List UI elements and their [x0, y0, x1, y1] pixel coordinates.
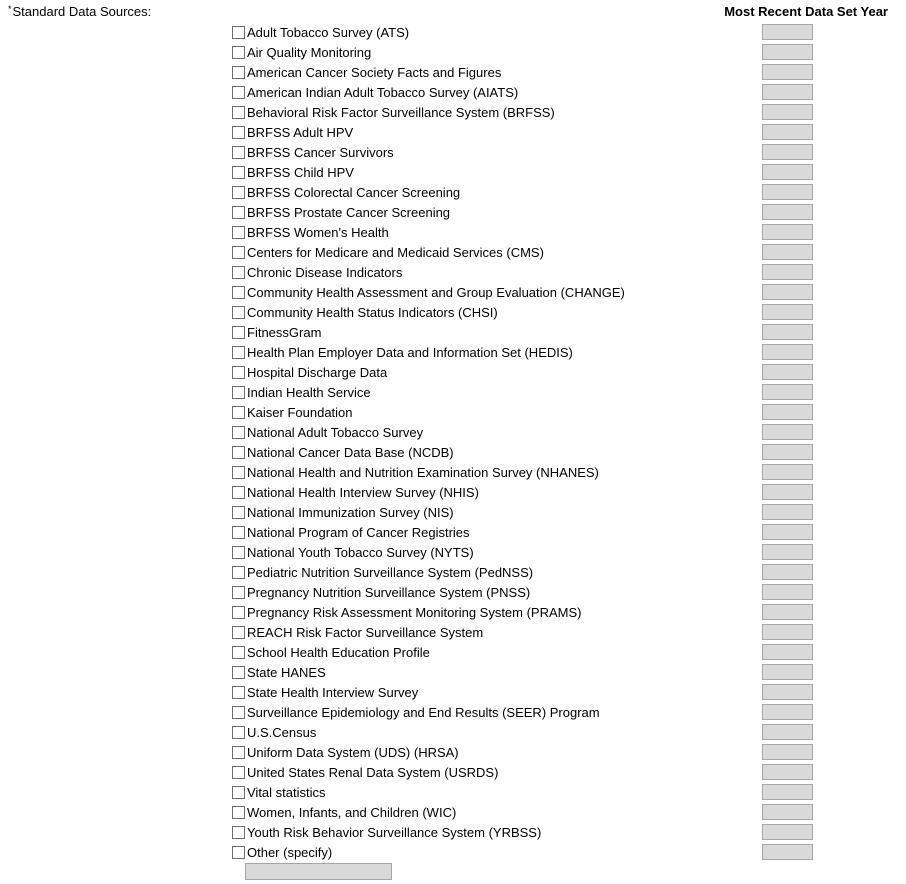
data-source-row [0, 22, 906, 42]
data-source-row [0, 682, 906, 702]
data-source-row [0, 522, 906, 542]
standard-data-sources-label-text: Standard Data Sources: [12, 4, 152, 19]
data-source-label: Vital statistics [247, 784, 326, 800]
year-input[interactable] [762, 544, 813, 560]
data-source-checkbox[interactable] [232, 786, 245, 799]
year-input[interactable] [762, 464, 813, 480]
data-source-row [0, 402, 906, 422]
data-source-checkbox[interactable] [232, 746, 245, 759]
data-source-checkbox[interactable] [232, 186, 245, 199]
year-input[interactable] [762, 384, 813, 400]
data-source-checkbox[interactable] [232, 386, 245, 399]
data-source-checkbox[interactable] [232, 646, 245, 659]
data-source-row [0, 342, 906, 362]
year-input[interactable] [762, 144, 813, 160]
data-source-label: National Program of Cancer Registries [247, 524, 470, 540]
data-source-row [0, 362, 906, 382]
year-input[interactable] [762, 444, 813, 460]
year-input[interactable] [762, 224, 813, 240]
data-source-row [0, 742, 906, 762]
data-source-label: National Youth Tobacco Survey (NYTS) [247, 544, 474, 560]
data-source-label: Health Plan Employer Data and Information Set (HEDIS) [247, 344, 573, 360]
data-source-row [0, 782, 906, 802]
most-recent-data-set-year-header: Most Recent Data Set Year [724, 4, 888, 19]
data-source-checkbox[interactable] [232, 306, 245, 319]
year-input[interactable] [762, 64, 813, 80]
data-source-checkbox[interactable] [232, 106, 245, 119]
data-source-checkbox[interactable] [232, 166, 245, 179]
data-source-label: Other (specify) [247, 844, 333, 860]
data-source-label: BRFSS Prostate Cancer Screening [247, 204, 451, 220]
data-source-checkbox[interactable] [232, 126, 245, 139]
year-input[interactable] [762, 364, 813, 380]
year-input[interactable] [762, 244, 813, 260]
data-source-row [0, 302, 906, 322]
data-source-label: National Health Interview Survey (NHIS) [247, 484, 479, 500]
year-input[interactable] [762, 184, 813, 200]
year-input[interactable] [762, 424, 813, 440]
data-source-row [0, 102, 906, 122]
year-input[interactable] [762, 844, 813, 860]
year-input[interactable] [762, 604, 813, 620]
data-source-row [0, 762, 906, 782]
year-input[interactable] [762, 484, 813, 500]
data-source-checkbox[interactable] [232, 566, 245, 579]
data-source-list [0, 22, 906, 862]
data-source-label: National Immunization Survey (NIS) [247, 504, 454, 520]
year-input[interactable] [762, 664, 813, 680]
data-source-label: Centers for Medicare and Medicaid Services (CMS) [247, 244, 544, 260]
data-source-checkbox[interactable] [232, 806, 245, 819]
data-source-row [0, 262, 906, 282]
data-source-checkbox[interactable] [232, 406, 245, 419]
year-input[interactable] [762, 204, 813, 220]
year-input[interactable] [762, 584, 813, 600]
data-source-label: American Cancer Society Facts and Figures [247, 64, 502, 80]
data-source-row [0, 282, 906, 302]
data-source-label: National Adult Tobacco Survey [247, 424, 424, 440]
data-source-label: United States Renal Data System (USRDS) [247, 764, 499, 780]
data-source-row [0, 702, 906, 722]
other-specify-row [0, 863, 906, 883]
data-source-checkbox[interactable] [232, 506, 245, 519]
data-source-row [0, 162, 906, 182]
year-input[interactable] [762, 724, 813, 740]
year-input[interactable] [762, 744, 813, 760]
data-source-label: BRFSS Child HPV [247, 164, 354, 180]
year-input[interactable] [762, 264, 813, 280]
data-source-row [0, 382, 906, 402]
data-source-row [0, 802, 906, 822]
data-source-label: Pregnancy Risk Assessment Monitoring System (PRAMS) [247, 604, 582, 620]
data-source-row [0, 602, 906, 622]
data-source-row [0, 42, 906, 62]
data-source-label: Kaiser Foundation [247, 404, 353, 420]
data-source-row [0, 642, 906, 662]
year-input[interactable] [762, 564, 813, 580]
data-source-checkbox[interactable] [232, 426, 245, 439]
other-specify-input[interactable] [245, 863, 392, 880]
data-source-row [0, 662, 906, 682]
data-source-label: Air Quality Monitoring [247, 44, 372, 60]
data-source-row [0, 322, 906, 342]
data-source-label: FitnessGram [247, 324, 322, 340]
data-source-row [0, 122, 906, 142]
data-source-checkbox[interactable] [232, 606, 245, 619]
data-source-row [0, 822, 906, 842]
year-input[interactable] [762, 44, 813, 60]
data-source-row [0, 442, 906, 462]
data-source-checkbox[interactable] [232, 846, 245, 859]
year-input[interactable] [762, 84, 813, 100]
data-source-checkbox[interactable] [232, 626, 245, 639]
data-source-label: State Health Interview Survey [247, 684, 419, 700]
data-source-label: Youth Risk Behavior Surveillance System (YRBSS) [247, 824, 542, 840]
data-source-label: Surveillance Epidemiology and End Results (SEER) Program [247, 704, 600, 720]
year-input[interactable] [762, 504, 813, 520]
year-input[interactable] [762, 304, 813, 320]
data-source-label: Pediatric Nutrition Surveillance System (PedNSS) [247, 564, 534, 580]
year-input[interactable] [762, 784, 813, 800]
data-source-label: National Health and Nutrition Examination Survey (NHANES) [247, 464, 599, 480]
data-source-label: REACH Risk Factor Surveillance System [247, 624, 484, 640]
data-source-checkbox[interactable] [232, 206, 245, 219]
data-source-label: Community Health Status Indicators (CHSI) [247, 304, 498, 320]
data-source-row [0, 542, 906, 562]
data-source-label: American Indian Adult Tobacco Survey (AIATS) [247, 84, 519, 100]
data-source-label: National Cancer Data Base (NCDB) [247, 444, 454, 460]
data-source-checkbox[interactable] [232, 346, 245, 359]
year-input[interactable] [762, 684, 813, 700]
data-source-checkbox[interactable] [232, 266, 245, 279]
data-source-row [0, 62, 906, 82]
data-source-checkbox[interactable] [232, 146, 245, 159]
data-source-label: Indian Health Service [247, 384, 371, 400]
data-source-checkbox[interactable] [232, 706, 245, 719]
data-source-row [0, 462, 906, 482]
year-input[interactable] [762, 804, 813, 820]
data-source-label: Hospital Discharge Data [247, 364, 388, 380]
data-source-checkbox[interactable] [232, 466, 245, 479]
data-source-row [0, 502, 906, 522]
data-source-checkbox[interactable] [232, 586, 245, 599]
data-source-label: Community Health Assessment and Group Evaluation (CHANGE) [247, 284, 625, 300]
data-source-row [0, 142, 906, 162]
data-source-checkbox[interactable] [232, 366, 245, 379]
data-source-label: School Health Education Profile [247, 644, 430, 660]
data-source-checkbox[interactable] [232, 46, 245, 59]
year-input[interactable] [762, 404, 813, 420]
year-input[interactable] [762, 24, 813, 40]
data-source-row [0, 622, 906, 642]
data-source-label: BRFSS Women's Health [247, 224, 389, 240]
data-source-label: Behavioral Risk Factor Surveillance System (BRFSS) [247, 104, 555, 120]
data-source-row [0, 182, 906, 202]
year-input[interactable] [762, 704, 813, 720]
year-input[interactable] [762, 124, 813, 140]
data-source-checkbox[interactable] [232, 286, 245, 299]
data-source-label: U.S.Census [247, 724, 317, 740]
year-input[interactable] [762, 104, 813, 120]
data-source-checkbox[interactable] [232, 446, 245, 459]
data-source-checkbox[interactable] [232, 26, 245, 39]
data-source-label: BRFSS Adult HPV [247, 124, 354, 140]
data-source-row [0, 562, 906, 582]
year-input[interactable] [762, 624, 813, 640]
data-source-label: BRFSS Cancer Survivors [247, 144, 394, 160]
data-source-checkbox[interactable] [232, 86, 245, 99]
data-source-label: Chronic Disease Indicators [247, 264, 403, 280]
form-header-row [0, 4, 906, 21]
data-source-label: Adult Tobacco Survey (ATS) [247, 24, 410, 40]
data-source-checkbox[interactable] [232, 526, 245, 539]
data-source-checkbox[interactable] [232, 686, 245, 699]
data-source-row [0, 582, 906, 602]
required-asterisk: * [8, 4, 12, 14]
data-source-checkbox[interactable] [232, 726, 245, 739]
data-source-label: BRFSS Colorectal Cancer Screening [247, 184, 461, 200]
data-source-checkbox[interactable] [232, 486, 245, 499]
data-source-row [0, 82, 906, 102]
data-source-checkbox[interactable] [232, 66, 245, 79]
data-source-checkbox[interactable] [232, 226, 245, 239]
data-source-label: Uniform Data System (UDS) (HRSA) [247, 744, 459, 760]
data-source-checkbox[interactable] [232, 326, 245, 339]
data-source-label: State HANES [247, 664, 326, 680]
data-source-checkbox[interactable] [232, 246, 245, 259]
data-source-checkbox[interactable] [232, 826, 245, 839]
data-source-checkbox[interactable] [232, 546, 245, 559]
data-source-checkbox[interactable] [232, 666, 245, 679]
data-source-label: Women, Infants, and Children (WIC) [247, 804, 457, 820]
data-source-row [0, 242, 906, 262]
year-input[interactable] [762, 164, 813, 180]
data-source-row [0, 842, 906, 862]
year-input[interactable] [762, 284, 813, 300]
standard-data-sources-label [8, 4, 151, 19]
data-source-checkbox[interactable] [232, 766, 245, 779]
data-source-row [0, 722, 906, 742]
year-input[interactable] [762, 324, 813, 340]
year-input[interactable] [762, 344, 813, 360]
data-source-row [0, 202, 906, 222]
year-input[interactable] [762, 824, 813, 840]
year-input[interactable] [762, 644, 813, 660]
year-input[interactable] [762, 524, 813, 540]
year-input[interactable] [762, 764, 813, 780]
data-source-label: Pregnancy Nutrition Surveillance System (PNSS) [247, 584, 531, 600]
data-source-row [0, 482, 906, 502]
data-source-row [0, 222, 906, 242]
data-source-row [0, 422, 906, 442]
